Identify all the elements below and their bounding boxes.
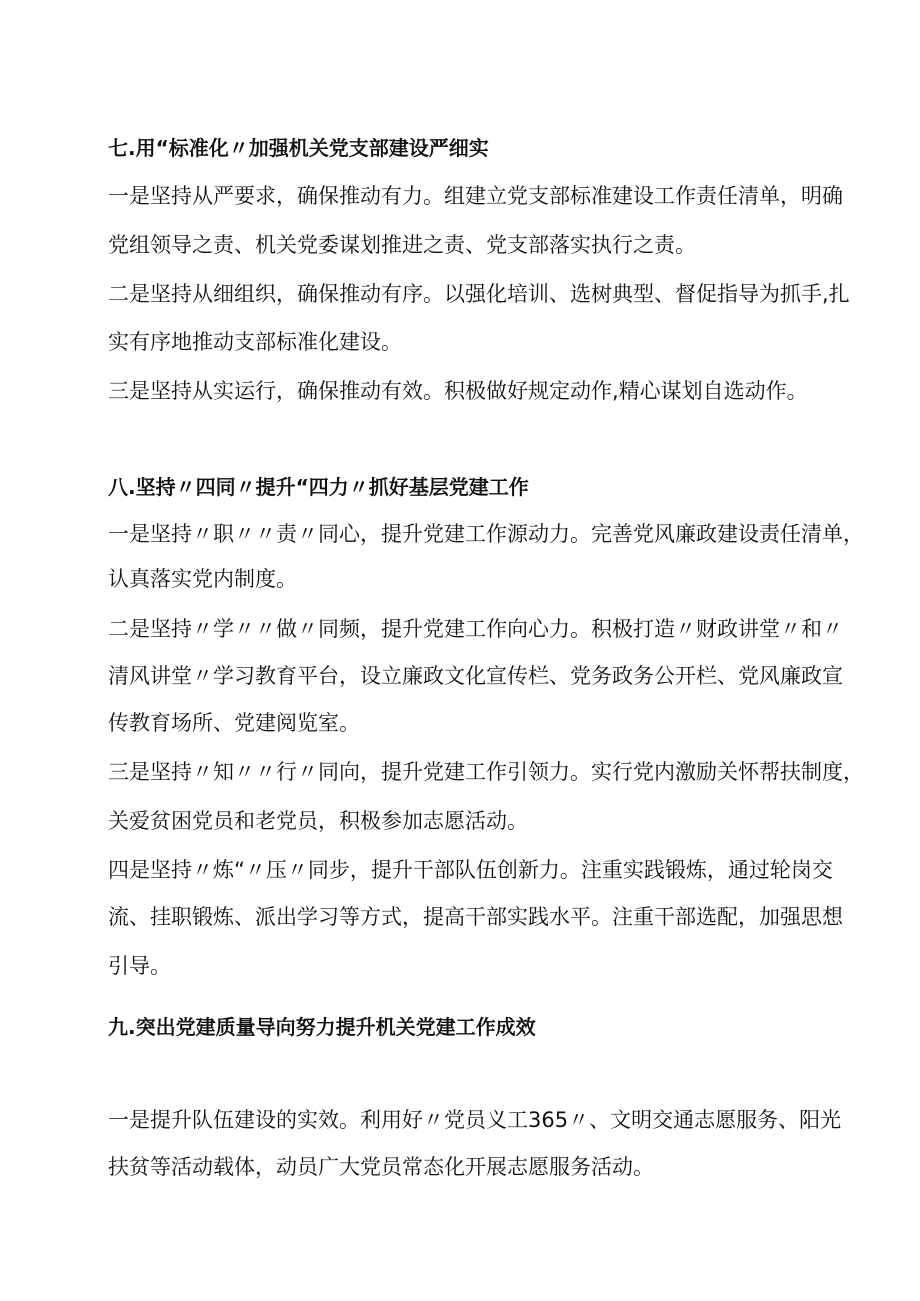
paragraph-line: 一是坚持从严要求，确保推动有力。组建立党支部标准建设工作责任清单，明确 <box>108 184 843 208</box>
paragraph-line: 二是坚持〃学〃〃做〃同频，提升党建工作向心力。积极打造〃财政讲堂〃和〃 <box>108 617 843 641</box>
paragraph-line: 党组领导之责、机关党委谋划推进之责、党支部落实执行之责。 <box>108 233 696 257</box>
section-heading-9: 九.突出党建质量导向努力提升机关党建工作成效 <box>108 1015 536 1039</box>
paragraph-line: 二是坚持从细组织，确保推动有序。以强化培训、选树典型、督促指导为抓手,扎 <box>108 282 850 306</box>
paragraph-line: 传教育场所、党建阅览室。 <box>108 711 360 735</box>
paragraph-line: 一是坚持〃职〃〃责〃同心，提升党建工作源动力。完善党风廉政建设责任清单， <box>108 522 864 546</box>
paragraph-line: 一是提升队伍建设的实效。利用好〃党员义工365〃、文明交通志愿服务、阳光 <box>108 1108 842 1132</box>
section-heading-8: 八.坚持〃四同〃提升“四力〃抓好基层党建工作 <box>108 475 529 499</box>
section-heading-7: 七.用“标准化〃加强机关党支部建设严细实 <box>108 136 489 160</box>
paragraph-line: 关爱贫困党员和老党员，积极参加志愿活动。 <box>108 809 528 833</box>
paragraph-line: 清风讲堂〃学习教育平台，设立廉政文化宣传栏、党务政务公开栏、党风廉政宣 <box>108 664 843 688</box>
paragraph-line: 认真落实党内制度。 <box>108 567 297 591</box>
paragraph-line: 引导。 <box>108 954 171 978</box>
paragraph-line: 三是坚持从实运行，确保推动有效。积极做好规定动作,精心谋划自选动作。 <box>108 379 808 403</box>
paragraph-line: 扶贫等活动载体，动员广大党员常态化开展志愿服务活动。 <box>108 1155 654 1179</box>
paragraph-line: 三是坚持〃知〃〃行〃同向，提升党建工作引领力。实行党内激励关怀帮扶制度， <box>108 760 864 784</box>
paragraph-line: 实有序地推动支部标准化建设。 <box>108 330 402 354</box>
paragraph-line: 四是坚持〃炼“〃压〃同步，提升干部队伍创新力。注重实践锻炼，通过轮岗交 <box>108 858 833 882</box>
paragraph-line: 流、挂职锻炼、派出学习等方式，提高干部实践水平。注重干部选配，加强思想 <box>108 905 843 929</box>
